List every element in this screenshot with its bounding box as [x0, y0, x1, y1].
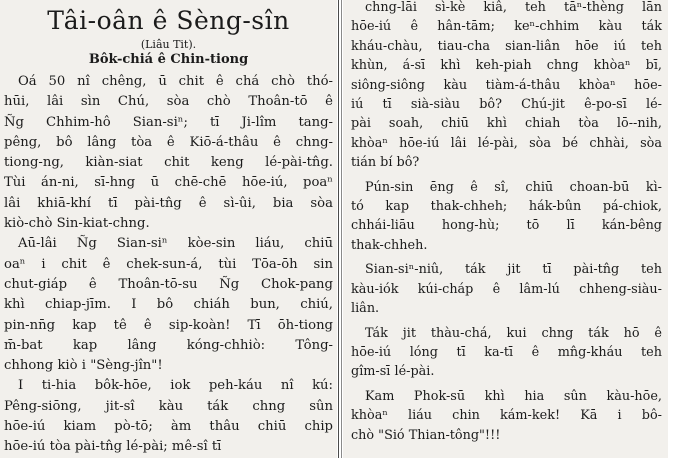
text-line: hōe-iú lóng tī ka-tī ê mn̂g-kháu teh [351, 344, 662, 360]
text-line: Aū-lâi Ñg Sian-siⁿ kòe-sin liáu, chiū [18, 236, 333, 252]
text-line: chò "Sió Thian-tông"!!! [351, 427, 501, 443]
column-divider-inner [341, 0, 342, 458]
text-line: tó kap thak-chheh; hák-bûn pá-chiok, [351, 199, 662, 215]
left-body [0, 72, 337, 458]
column-divider [338, 0, 339, 458]
paragraph [0, 72, 337, 234]
text-line: hōe-iú kiam pò-tō; àm thâu chiū chip [4, 419, 333, 435]
text-line: kàu-iók kúi-cháp ê lâm-lú chheng-siàu- [351, 281, 662, 297]
text-line: siông-siông kàu tiàm-á-thâu khòaⁿ hōe- [351, 77, 662, 93]
text-line: chhong kiò i "Sèng-jîn"! [4, 358, 163, 374]
text-line: hōe-iú ê hân-tām; keⁿ-chhim kàu ták [351, 19, 662, 35]
text-line: pài soah, chiū khì chiah tòa lō--nih, [351, 116, 662, 132]
paragraph [343, 387, 668, 445]
text-line: pin-nn̄g kap tê ê sip-koàn! Tī ōh-tiong [4, 317, 333, 333]
text-line: chut-giáp ê Thoân-tō-su Ñg Chok-pang [4, 276, 333, 292]
text-line: Oá 50 nî chêng, ū chit ê chá chò thó- [18, 74, 333, 89]
text-line: kiò-chò Sin-kiat-chng. [4, 216, 150, 232]
text-line: tiong-ng, kiàn-siat chit keng lé-pài-tn̂g. [4, 155, 333, 171]
text-line: kháu-chàu, tiau-cha sian-liân hōe iú teh [351, 38, 662, 54]
paragraph [343, 178, 668, 256]
paragraph [343, 324, 668, 382]
text-line: m̄-bat kap lâng kóng-chhiò: Tông- [4, 337, 333, 353]
text-line: iú tī sià-siàu bô? Chú-jit ê-po-sī lé- [351, 97, 662, 113]
article-subtitle: Bôk-chiá ê Chin-tiong [88, 52, 249, 67]
paragraph [0, 376, 337, 457]
text-line: thak-chheh. [351, 237, 428, 253]
text-line: oaⁿ i chit ê chek-sun-á, tùi Tōa-ōh sin [4, 256, 333, 272]
text-line: khòaⁿ liáu chin kám-kek! Kā i bô- [351, 408, 662, 424]
text-line: pêng, bô lâng tòa ê Kiō-á-thâu ê chng- [4, 134, 333, 150]
article-title: Tâi-oân ê Sèng-sîn [47, 6, 290, 35]
paragraph [343, 260, 668, 318]
text-line: chhái-liāu hong-hù; tō lī kán-bêng [351, 218, 662, 234]
text-line: khùn, á-sī khì keh-piah chng khòaⁿ bī, [351, 58, 662, 74]
left-column [0, 0, 337, 458]
text-line: hōe-iú tòa pài-tn̂g lé-pài; mê-sî tī [4, 439, 222, 455]
text-line: khòaⁿ hōe-iú lâi lé-pài, sòa bé chhài, sòa [351, 135, 662, 151]
right-body [343, 0, 668, 445]
text-line: Ñg Chhim-hô Sian-siⁿ; tī Ji-lîm tang- [4, 114, 333, 130]
text-line: Ták jit thàu-chá, kui chng ták hō ê [365, 325, 662, 341]
paragraph [343, 0, 668, 173]
text-line: lâi khiā-khí tī pài-tn̂g ê sì-ûi, bia sòa [4, 195, 333, 211]
text-line: khì chiap-jīm. I bô chiáh bun, chiú, [4, 297, 333, 313]
text-line: chng-lāi sì-kè kiâ, teh tāⁿ-thèng lān [365, 0, 662, 15]
text-line: Pêng-siōng, jit-sî kàu ták chng sûn [4, 398, 333, 414]
text-line: Kam Phok-sū khì hia sûn kàu-hōe, [365, 388, 662, 404]
article-byline: (Liâu Tit). [140, 38, 197, 51]
text-line: Pún-sin ēng ê sî, chiū choan-bū kì- [365, 179, 662, 195]
text-line: hūi, lâi sìn Chú, sòa chò Thoân-tō ê [4, 94, 333, 110]
text-line: I ti-hia bôk-hōe, iok peh-káu nî kú: [18, 378, 333, 394]
text-line: Tùi án-ni, sī-hng ū chē-chē hōe-iú, poaⁿ [4, 175, 333, 191]
text-line: Sian-siⁿ-niû, ták jit tī pài-tn̂g teh [365, 262, 662, 278]
text-line: liân. [351, 301, 380, 317]
text-line: tián bí bô? [351, 155, 420, 171]
paragraph [0, 234, 337, 376]
right-column [343, 0, 668, 458]
text-line: gîm-sī lé-pài. [351, 364, 435, 380]
